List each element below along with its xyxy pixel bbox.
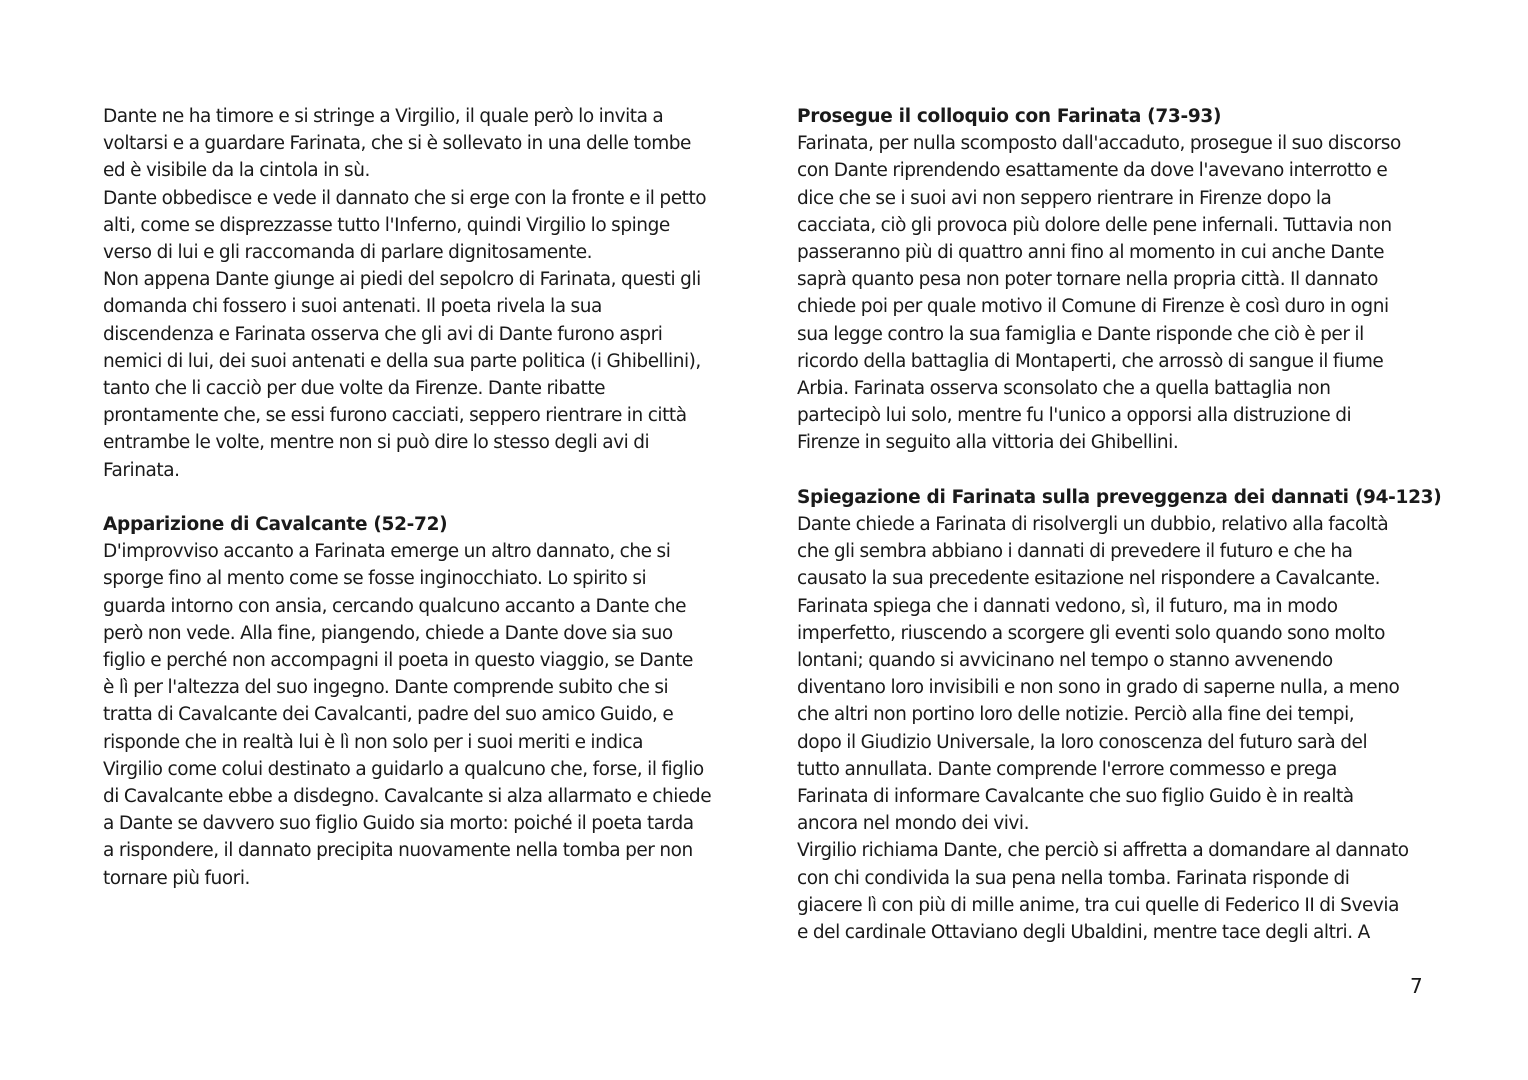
text-line: lontani; quando si avvicinano nel tempo o stanno avvenendo (797, 650, 1333, 672)
right-column (797, 103, 1442, 946)
text-line: tutto annullata. Dante comprende l'errore commesso e prega (797, 758, 1337, 780)
section-heading-colloquio: Prosegue il colloquio con Farinata (73-93) (797, 106, 1222, 127)
text-line: dice che se i suoi avi non seppero rientrare in Firenze dopo la (797, 187, 1332, 209)
section-heading-cavalcante: Apparizione di Cavalcante (52-72) (103, 514, 448, 536)
text-line: a rispondere, il dannato precipita nuovamente nella tomba per non (103, 840, 693, 862)
text-line: entrambe le volte, mentre non si può dire lo stesso degli avi di (103, 432, 650, 454)
paragraph-colloquio (797, 130, 1437, 456)
text-line: cacciata, ciò gli provoca più dolore delle pene infernali. Tuttavia non (797, 214, 1392, 236)
paragraph-cavalcante (103, 538, 743, 892)
text-line: partecipò lui solo, mentre fu l'unico a opporsi alla distruzione di (797, 405, 1352, 427)
text-line: guarda intorno con ansia, cercando qualcuno accanto a Dante che (103, 595, 687, 617)
text-line: Farinata spiega che i dannati vedono, sì, il futuro, ma in modo (797, 595, 1338, 617)
text-line: chiede poi per quale motivo il Comune di Firenze è così duro in ogni (797, 296, 1389, 318)
text-line: prontamente che, se essi furono cacciati, seppero rientrare in città (103, 405, 687, 427)
text-line: passeranno più di quattro anni fino al momento in cui anche Dante (797, 242, 1385, 264)
left-column (103, 103, 743, 892)
text-line: dopo il Giudizio Universale, la loro conoscenza del futuro sarà del (797, 731, 1368, 753)
paragraph-gap (103, 484, 743, 511)
text-line: Dante chiede a Farinata di risolvergli un dubbio, relativo alla facoltà (797, 514, 1389, 536)
paragraph-gap (797, 457, 1437, 484)
text-line: ancora nel mondo dei vivi. (797, 813, 1030, 835)
section-heading-preveggenza: Spiegazione di Farinata sulla preveggenza dei dannati (94-123) (797, 486, 1442, 508)
text-line: discendenza e Farinata osserva che gli avi di Dante furono aspri (103, 323, 663, 345)
text-line: ricordo della battaglia di Montaperti, che arrossò di sangue il fiume (797, 350, 1384, 372)
text-line: verso di lui e gli raccomanda di parlare dignitosamente. (103, 242, 593, 264)
paragraph-preveggenza (797, 511, 1437, 946)
text-line: Non appena Dante giunge ai piedi del sepolcro di Farinata, questi gli (103, 269, 701, 291)
text-line: imperfetto, riuscendo a scorgere gli eventi solo quando sono molto (797, 622, 1386, 644)
text-line: domanda chi fossero i suoi antenati. Il poeta rivela la sua (103, 296, 602, 318)
text-line: è lì per l'altezza del suo ingegno. Dante comprende subito che si (103, 677, 669, 699)
text-line: che gli sembra abbiano i dannati di prevedere il futuro e che ha (797, 541, 1353, 563)
text-line: Dante ne ha timore e si stringe a Virgilio, il quale però lo invita a (103, 106, 664, 127)
text-line: figlio e perché non accompagni il poeta in questo viaggio, se Dante (103, 650, 693, 672)
text-line: nemici di lui, dei suoi antenati e della sua parte politica (i Ghibellini), (103, 350, 701, 372)
text-line: tornare più fuori. (103, 867, 250, 889)
text-line: e del cardinale Ottaviano degli Ubaldini, mentre tace degli altri. A (797, 922, 1370, 944)
text-line: che altri non portino loro delle notizie. Perciò alla fine dei tempi, (797, 704, 1355, 726)
text-line: di Cavalcante ebbe a disdegno. Cavalcante si alza allarmato e chiede (103, 786, 712, 808)
text-line: Farinata, per nulla scomposto dall'accaduto, prosegue il suo discorso (797, 133, 1401, 155)
text-line: tanto che li cacciò per due volte da Firenze. Dante ribatte (103, 378, 606, 400)
text-line: giacere lì con più di mille anime, tra cui quelle di Federico II di Svevia (797, 894, 1399, 916)
text-line: Arbia. Farinata osserva sconsolato che a quella battaglia non (797, 378, 1331, 400)
text-line: alti, come se disprezzasse tutto l'Inferno, quindi Virgilio lo spinge (103, 214, 670, 236)
text-line: Dante obbedisce e vede il dannato che si erge con la fronte e il petto (103, 187, 707, 209)
text-line: Firenze in seguito alla vittoria dei Ghibellini. (797, 432, 1179, 454)
text-line: ed è visibile da la cintola in sù. (103, 160, 370, 182)
page-number: 7 (1410, 974, 1423, 998)
text-line: però non vede. Alla fine, piangendo, chiede a Dante dove sia suo (103, 622, 673, 644)
paragraph-farinata-ancestors (103, 103, 743, 484)
text-line: saprà quanto pesa non poter tornare nella propria città. Il dannato (797, 269, 1378, 291)
text-line: causato la sua precedente esitazione nel rispondere a Cavalcante. (797, 568, 1381, 590)
text-line: tratta di Cavalcante dei Cavalcanti, padre del suo amico Guido, e (103, 704, 674, 726)
text-line: con Dante riprendendo esattamente da dove l'avevano interrotto e (797, 160, 1388, 182)
text-line: Farinata di informare Cavalcante che suo figlio Guido è in realtà (797, 786, 1354, 808)
text-line: diventano loro invisibili e non sono in grado di saperne nulla, a meno (797, 677, 1400, 699)
text-line: a Dante se davvero suo figlio Guido sia morto: poiché il poeta tarda (103, 813, 694, 835)
text-line: Virgilio come colui destinato a guidarlo a qualcuno che, forse, il figlio (103, 758, 704, 780)
text-line: sporge fino al mento come se fosse inginocchiato. Lo spirito si (103, 568, 647, 590)
text-line: voltarsi e a guardare Farinata, che si è sollevato in una delle tombe (103, 133, 691, 155)
text-line: Virgilio richiama Dante, che perciò si affretta a domandare al dannato (797, 840, 1409, 862)
text-line: con chi condivida la sua pena nella tomba. Farinata risponde di (797, 867, 1350, 889)
text-line: D'improvviso accanto a Farinata emerge un altro dannato, che si (103, 541, 671, 563)
text-line: sua legge contro la sua famiglia e Dante risponde che ciò è per il (797, 323, 1364, 345)
text-line: Farinata. (103, 459, 180, 481)
text-line: risponde che in realtà lui è lì non solo per i suoi meriti e indica (103, 731, 643, 753)
